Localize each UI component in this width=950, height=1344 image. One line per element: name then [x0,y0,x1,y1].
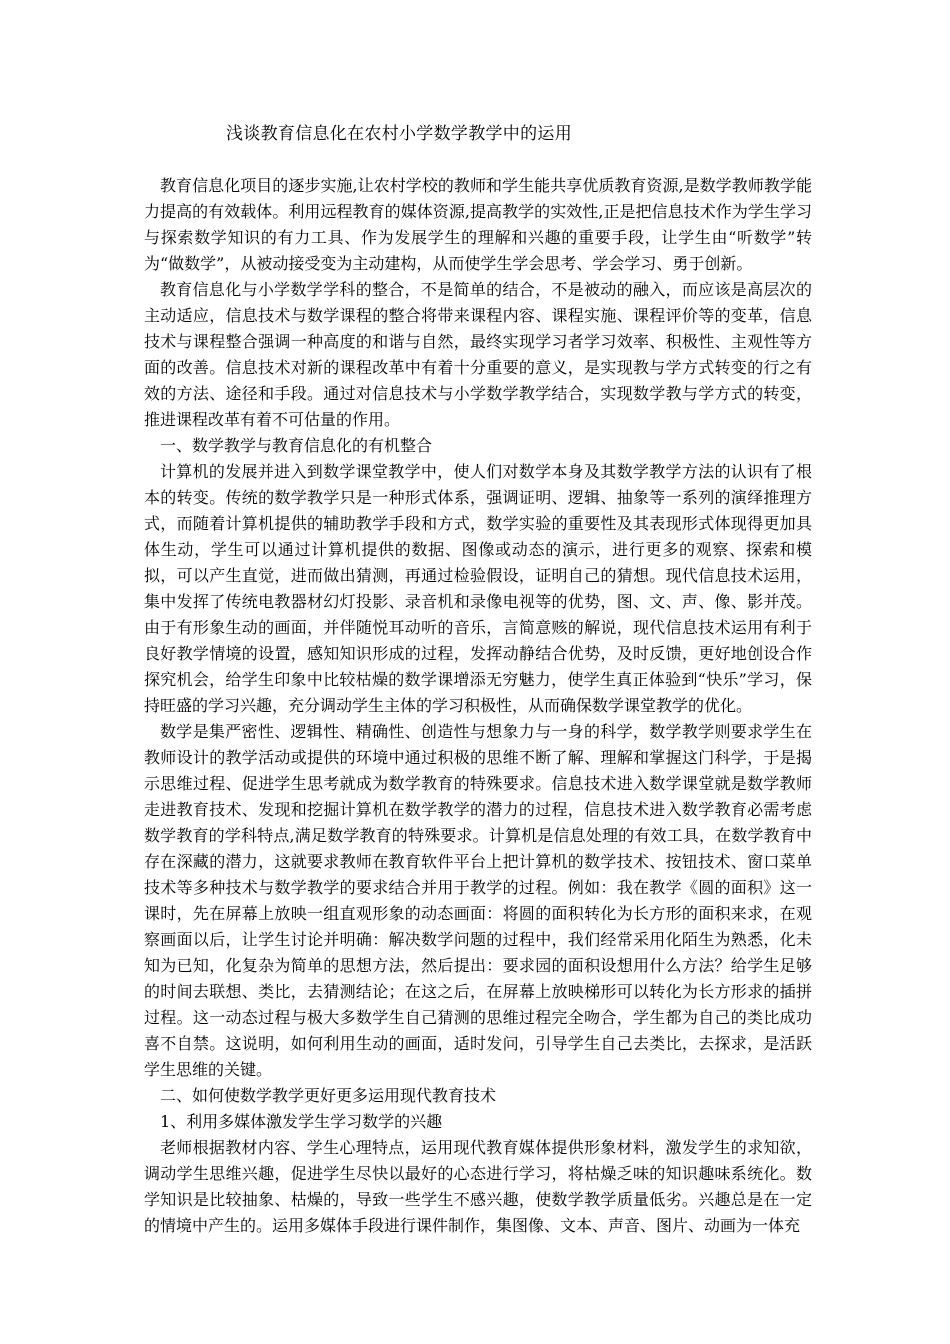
paragraph: 计算机的发展并进入到数学课堂教学中，使人们对数学本身及其数学教学方法的认识有了根本的转变。传统的数学教学只是一种形式体系，强调证明、逻辑、抽象等一系列的演绎推理方式，而随着计算机提供的辅助教学手段和方式，数学实验的重要性及其表现形式体现得更加具体生动，学生可以通过计算机提供的数据、图像或动态的演示，进行更多的观察、探索和模拟，可以产生直觉，进而做出猜测，再通过检验假设，证明自己的猜想。现代信息技术运用，集中发挥了传统电教器材幻灯投影、录音机和录像电视等的优势，图、文、声、像、影并茂。由于有形象生动的画面，并伴随悦耳动听的音乐，言简意赅的解说，现代信息技术运用有利于良好教学情境的设置，感知知识形成的过程，发挥动静结合优势，及时反馈，更好地创设合作探究机会，给学生印象中比较枯燥的数学课增添无穷魅力，使学生真正体验到“快乐”学习，保持旺盛的学习兴趣，充分调动学生主体的学习积极性，从而确保数学课堂教学的优化。 [144,462,812,715]
paragraph: 教育信息化项目的逐步实施,让农村学校的教师和学生能共享优质教育资源,是数学教师教学能力提高的有效载体。利用远程教育的媒体资源,提高教学的实效性,正是把信息技术作为学生学习与探索数学知识的有力工具、作为发展学生的理解和兴趣的重要手段，让学生由“听数学”转为“做数学”，从被动接受变为主动建构，从而使学生学会思考、学会学习、勇于创新。 [144,176,812,273]
document-body [144,173,812,1239]
section-heading: 二、如何使数学教学更好更多运用现代教育技术 [160,1086,497,1105]
subsection-heading: 1、利用多媒体激发学生学习数学的兴趣 [160,1112,443,1131]
document-title: 浅谈教育信息化在农村小学数学教学中的运用 [226,124,572,144]
section-heading: 一、数学教学与教育信息化的有机整合 [160,436,433,455]
paragraph: 老师根据教材内容、学生心理特点，运用现代教育媒体提供形象材料，激发学生的求知欲，调动学生思维兴趣，促进学生尽快以最好的心态进行学习，将枯燥乏味的知识趣味系统化。数学知识是比较抽象、枯燥的，导致一些学生不感兴趣，使数学教学质量低劣。兴趣总是在一定的情境中产生的。运用多媒体手段进行课件制作，集图像、文本、声音、图片、动画为一体充 [144,1138,812,1235]
paragraph: 数学是集严密性、逻辑性、精确性、创造性与想象力与一身的科学，数学教学则要求学生在教师设计的教学活动或提供的环境中通过积极的思维不断了解、理解和掌握这门科学，于是揭示思维过程、促进学生思考就成为数学教育的特殊要求。信息技术进入数学课堂就是数学教师走进教育技术、发现和挖掘计算机在数学教学的潜力的过程，信息技术进入数学教育必需考虑数学教育的学科特点,满足数学教育的特殊要求。计算机是信息处理的有效工具，在数学教育中存在深藏的潜力，这就要求教师在教育软件平台上把计算机的数学技术、按钮技术、窗口菜单技术等多种技术与数学教学的要求结合并用于教学的过程。例如：我在教学《圆的面积》这一课时，先在屏幕上放映一组直观形象的动态画面：将圆的面积转化为长方形的面积来求，在观察画面以后，让学生讨论并明确：解决数学问题的过程中，我们经常采用化陌生为熟悉，化未知为已知，化复杂为简单的思想方法，然后提出：要求园的面积设想用什么方法？给学生足够的时间去联想、类比，去猜测结论；在这之后，在屏幕上放映梯形可以转化为长方形求的插拼过程。这一动态过程与极大多数学生自己猜测的思维过程完全吻合，学生都为自己的类比成功喜不自禁。这说明，如何利用生动的画面，适时发问，引导学生自己去类比，去探求，是活跃学生思维的关键。 [144,722,812,1079]
paragraph: 教育信息化与小学数学学科的整合，不是简单的结合，不是被动的融入，而应该是高层次的主动适应，信息技术与数学课程的整合将带来课程内容、课程实施、课程评价等的变革，信息技术与课程整合强调一种高度的和谐与自然，最终实现学习者学习效率、积极性、主观性等方面的改善。信息技术对新的课程改革中有着十分重要的意义，是实现教与学方式转变的行之有效的方法、途径和手段。通过对信息技术与小学数学教学结合，实现数学教与学方式的转变，推进课程改革有着不可估量的作用。 [144,280,812,429]
